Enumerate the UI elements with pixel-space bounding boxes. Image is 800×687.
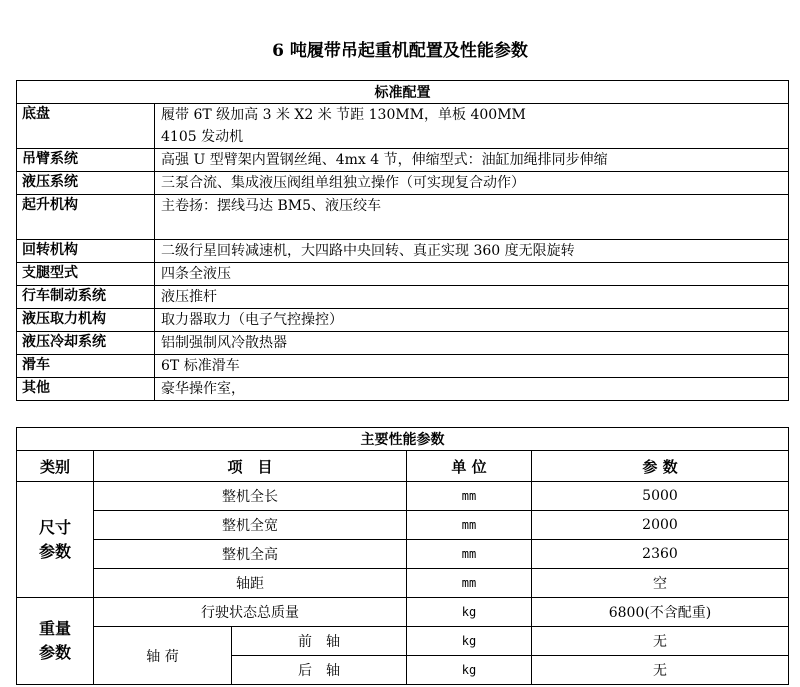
item-cell: 前 轴 bbox=[232, 627, 407, 656]
config-value-line: 铝制强制风冷散热器 bbox=[161, 335, 287, 351]
config-value-line: 4105 发动机 bbox=[161, 129, 244, 145]
item-cell: 整机全长 bbox=[94, 482, 407, 511]
unit-cell: kg bbox=[407, 598, 532, 627]
config-value-line: 四条全液压 bbox=[161, 266, 231, 282]
unit-cell: mm bbox=[407, 482, 532, 511]
config-row bbox=[17, 309, 789, 332]
value-cell: 5000 bbox=[532, 482, 789, 511]
config-row-value bbox=[155, 195, 789, 240]
table-row bbox=[17, 598, 789, 627]
item-cell: 后 轴 bbox=[232, 656, 407, 685]
config-row bbox=[17, 286, 789, 309]
config-row bbox=[17, 263, 789, 286]
config-row-value bbox=[155, 263, 789, 286]
config-row bbox=[17, 378, 789, 401]
config-value-line: 三泵合流、集成液压阀组单组独立操作（可实现复合动作） bbox=[161, 175, 525, 191]
config-row bbox=[17, 149, 789, 172]
value-cell: 2000 bbox=[532, 511, 789, 540]
standard-config-table bbox=[16, 80, 789, 401]
config-value-line: 液压推杆 bbox=[161, 289, 217, 305]
axle-load-label: 轴 荷 bbox=[94, 627, 232, 685]
value-cell: 无 bbox=[532, 627, 789, 656]
col-header-item: 项 目 bbox=[94, 451, 407, 482]
item-cell: 行驶状态总质量 bbox=[94, 598, 407, 627]
config-row bbox=[17, 195, 789, 240]
config-row bbox=[17, 355, 789, 378]
table-row bbox=[17, 482, 789, 511]
config-row-value bbox=[155, 286, 789, 309]
config-header-title: 标准配置 bbox=[17, 81, 789, 104]
config-section-header bbox=[17, 81, 789, 104]
config-row-value bbox=[155, 332, 789, 355]
config-row-value bbox=[155, 149, 789, 172]
config-row bbox=[17, 240, 789, 263]
config-row-value bbox=[155, 104, 789, 149]
config-row-label: 液压取力机构 bbox=[17, 309, 155, 332]
unit-cell: mm bbox=[407, 511, 532, 540]
config-row-label: 底盘 bbox=[17, 104, 155, 149]
config-row-label: 回转机构 bbox=[17, 240, 155, 263]
page-title: 6 吨履带吊起重机配置及性能参数 bbox=[272, 41, 528, 61]
performance-section-header bbox=[17, 428, 789, 451]
item-cell: 轴距 bbox=[94, 569, 407, 598]
config-row-label: 其他 bbox=[17, 378, 155, 401]
value-cell: 无 bbox=[532, 656, 789, 685]
config-row-value bbox=[155, 355, 789, 378]
table-row bbox=[17, 540, 789, 569]
category-weight bbox=[17, 598, 94, 685]
unit-cell: kg bbox=[407, 627, 532, 656]
config-row-label: 吊臂系统 bbox=[17, 149, 155, 172]
table-row bbox=[17, 569, 789, 598]
category-size-label: 尺寸 参数 bbox=[38, 517, 71, 561]
performance-table bbox=[16, 427, 789, 685]
config-value-line: 6T 标准滑车 bbox=[161, 358, 240, 374]
config-row-label: 液压系统 bbox=[17, 172, 155, 195]
config-row-label: 起升机构 bbox=[17, 195, 155, 240]
config-row-label: 支腿型式 bbox=[17, 263, 155, 286]
unit-cell: kg bbox=[407, 656, 532, 685]
unit-cell: mm bbox=[407, 540, 532, 569]
config-value-line: 履带 6T 级加高 3 米 X2 米 节距 130MM，单板 400MM bbox=[161, 107, 526, 123]
value-cell: 空 bbox=[532, 569, 789, 598]
category-size bbox=[17, 482, 94, 598]
value-cell: 2360 bbox=[532, 540, 789, 569]
config-row bbox=[17, 332, 789, 355]
config-value-line: 豪华操作室， bbox=[161, 381, 245, 397]
unit-cell: mm bbox=[407, 569, 532, 598]
table-row bbox=[17, 511, 789, 540]
performance-column-headers bbox=[17, 451, 789, 482]
config-value-line: 二级行星回转减速机，大四路中央回转、真正实现 360 度无限旋转 bbox=[161, 243, 575, 259]
config-row-value bbox=[155, 378, 789, 401]
config-row-label: 液压冷却系统 bbox=[17, 332, 155, 355]
config-row-label: 滑车 bbox=[17, 355, 155, 378]
config-value-line: 高强 U 型臂架内置钢丝绳、4mx 4 节，伸缩型式：油缸加绳排同步伸缩 bbox=[161, 152, 608, 168]
config-row-value bbox=[155, 172, 789, 195]
config-row-label: 行车制动系统 bbox=[17, 286, 155, 309]
col-header-value: 参 数 bbox=[532, 451, 789, 482]
item-cell: 整机全宽 bbox=[94, 511, 407, 540]
config-value-line: 主卷扬：摆线马达 BM5、液压绞车 bbox=[161, 198, 381, 214]
category-weight-label: 重量 参数 bbox=[38, 619, 71, 662]
item-cell: 整机全高 bbox=[94, 540, 407, 569]
col-header-category: 类别 bbox=[17, 451, 94, 482]
performance-header-title: 主要性能参数 bbox=[17, 428, 789, 451]
config-row-value bbox=[155, 309, 789, 332]
config-row bbox=[17, 104, 789, 149]
config-value-line: 取力器取力（电子气控操控） bbox=[161, 312, 343, 328]
table-row bbox=[17, 627, 789, 656]
config-row-value bbox=[155, 240, 789, 263]
value-cell: 6800(不含配重) bbox=[532, 598, 789, 627]
config-row bbox=[17, 172, 789, 195]
col-header-unit: 单 位 bbox=[407, 451, 532, 482]
